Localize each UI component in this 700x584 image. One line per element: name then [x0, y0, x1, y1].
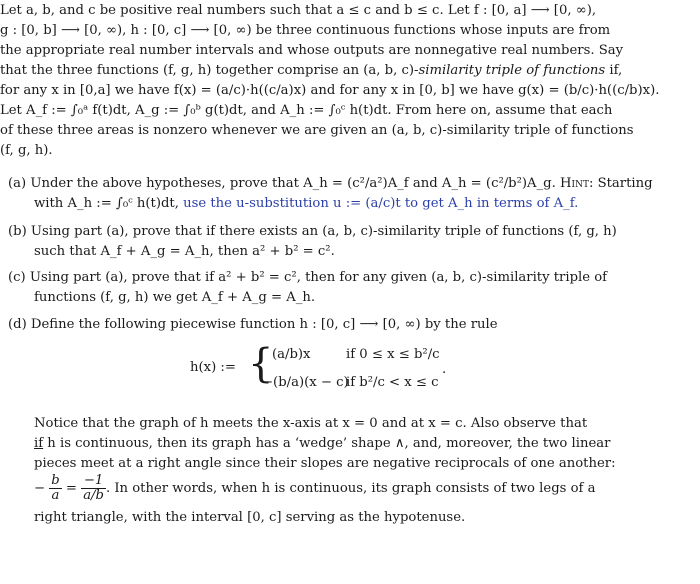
intro-line-1: Let a, b, and c be positive real numbers such that a ≤ c and b ≤ c. Let f : [0, a] ⟶ [0, ∞), — [0, 3, 597, 18]
slope-equals: = — [65, 481, 77, 496]
slope-negative-sign: − — [34, 481, 46, 496]
underlined-if: if — [34, 436, 44, 451]
slope-fraction-1-denominator: a — [51, 488, 60, 503]
notice-line-4-post: . In other words, when h is continuous, its graph consists of two legs of a — [105, 481, 596, 496]
notice-line-2 — [34, 434, 610, 454]
piecewise-case-2-expr: −(b/a)(x − c) — [262, 375, 349, 390]
intro-line-8: (f, g, h). — [0, 143, 53, 158]
intro-line-6: Let A_f := ∫₀ᵃ f(t)dt, A_g := ∫₀ᵇ g(t)dt, and A_h := ∫₀ᶜ h(t)dt. From here on, assume that each — [0, 103, 613, 118]
intro-line-4-post: if, — [605, 63, 623, 78]
part-a-statement: (a) Under the above hypotheses, prove that A_h = (c²/a²)A_f and A_h = (c²/b²)A_g. — [8, 176, 556, 191]
intro-line-2: g : [0, b] ⟶ [0, ∞), h : [0, c] ⟶ [0, ∞) be three continuous functions whose inputs are from — [0, 23, 611, 38]
slope-fraction-1 — [49, 474, 61, 503]
intro-line-5: for any x in [0,a] we have f(x) = (a/c)·h((c/a)x) and for any x in [0, b] we have g(x) = (b/c)·h((c/b)x). — [0, 83, 660, 98]
similarity-triple-term: similarity triple of functions — [418, 63, 606, 78]
piecewise-period: . — [442, 362, 447, 377]
piecewise-case-1-cond: if 0 ≤ x ≤ b²/c — [346, 347, 440, 362]
part-c-line-2: functions (f, g, h) we get A_f + A_g = A_h. — [34, 290, 316, 305]
notice-line-4 — [34, 474, 596, 504]
part-b-line-2: such that A_f + A_g = A_h, then a² + b² = c². — [34, 244, 335, 259]
slope-fraction-2-numerator: −1 — [81, 474, 106, 489]
notice-line-3: pieces meet at a right angle since their slopes are negative reciprocals of one another: — [34, 456, 616, 471]
piecewise-case-2-cond: if b²/c < x ≤ c — [346, 375, 439, 390]
piecewise-lhs: h(x) := — [190, 360, 236, 375]
part-a-line-2 — [34, 194, 578, 214]
intro-line-4 — [0, 61, 622, 81]
part-a-line-2-pre: with A_h := ∫₀ᶜ h(t)dt, — [34, 196, 184, 211]
piecewise-case-1-expr: (a/b)x — [272, 347, 311, 362]
slope-fraction-2-denominator: a/b — [83, 488, 104, 503]
part-d-line-1: (d) Define the following piecewise function h : [0, c] ⟶ [0, ∞) by the rule — [8, 317, 498, 332]
slope-fraction-2 — [81, 474, 106, 503]
part-b-line-1: (b) Using part (a), prove that if there exists an (a, b, c)-similarity triple of functions (f, g, h) — [8, 224, 617, 239]
hint-label: Hint: — [560, 176, 594, 191]
notice-line-1: Notice that the graph of h meets the x-axis at x = 0 and at x = c. Also observe that — [34, 416, 588, 431]
intro-line-7: of these three areas is nonzero whenever we are given an (a, b, c)-similarity triple of functions — [0, 123, 634, 138]
intro-line-4-pre: that the three functions (f, g, h) together comprise an (a, b, c)- — [0, 63, 419, 78]
intro-line-3: the appropriate real number intervals and whose outputs are nonnegative real numbers. Say — [0, 43, 624, 58]
hint-substitution-text: use the u-substitution u := (a/c)t to get A_h in terms of A_f. — [183, 196, 579, 211]
slope-fraction-1-numerator: b — [51, 473, 60, 488]
notice-line-5: right triangle, with the interval [0, c] serving as the hypotenuse. — [34, 510, 466, 525]
part-c-line-1: (c) Using part (a), prove that if a² + b² = c², then for any given (a, b, c)-similarity triple of — [8, 270, 608, 285]
part-a-line-1 — [8, 174, 653, 194]
part-a-line-1-post: Starting — [593, 176, 653, 191]
notice-line-2-post: h is continuous, then its graph has a ‘wedge’ shape ∧, and, moreover, the two linear — [43, 436, 611, 451]
piecewise-brace: { — [248, 341, 274, 387]
